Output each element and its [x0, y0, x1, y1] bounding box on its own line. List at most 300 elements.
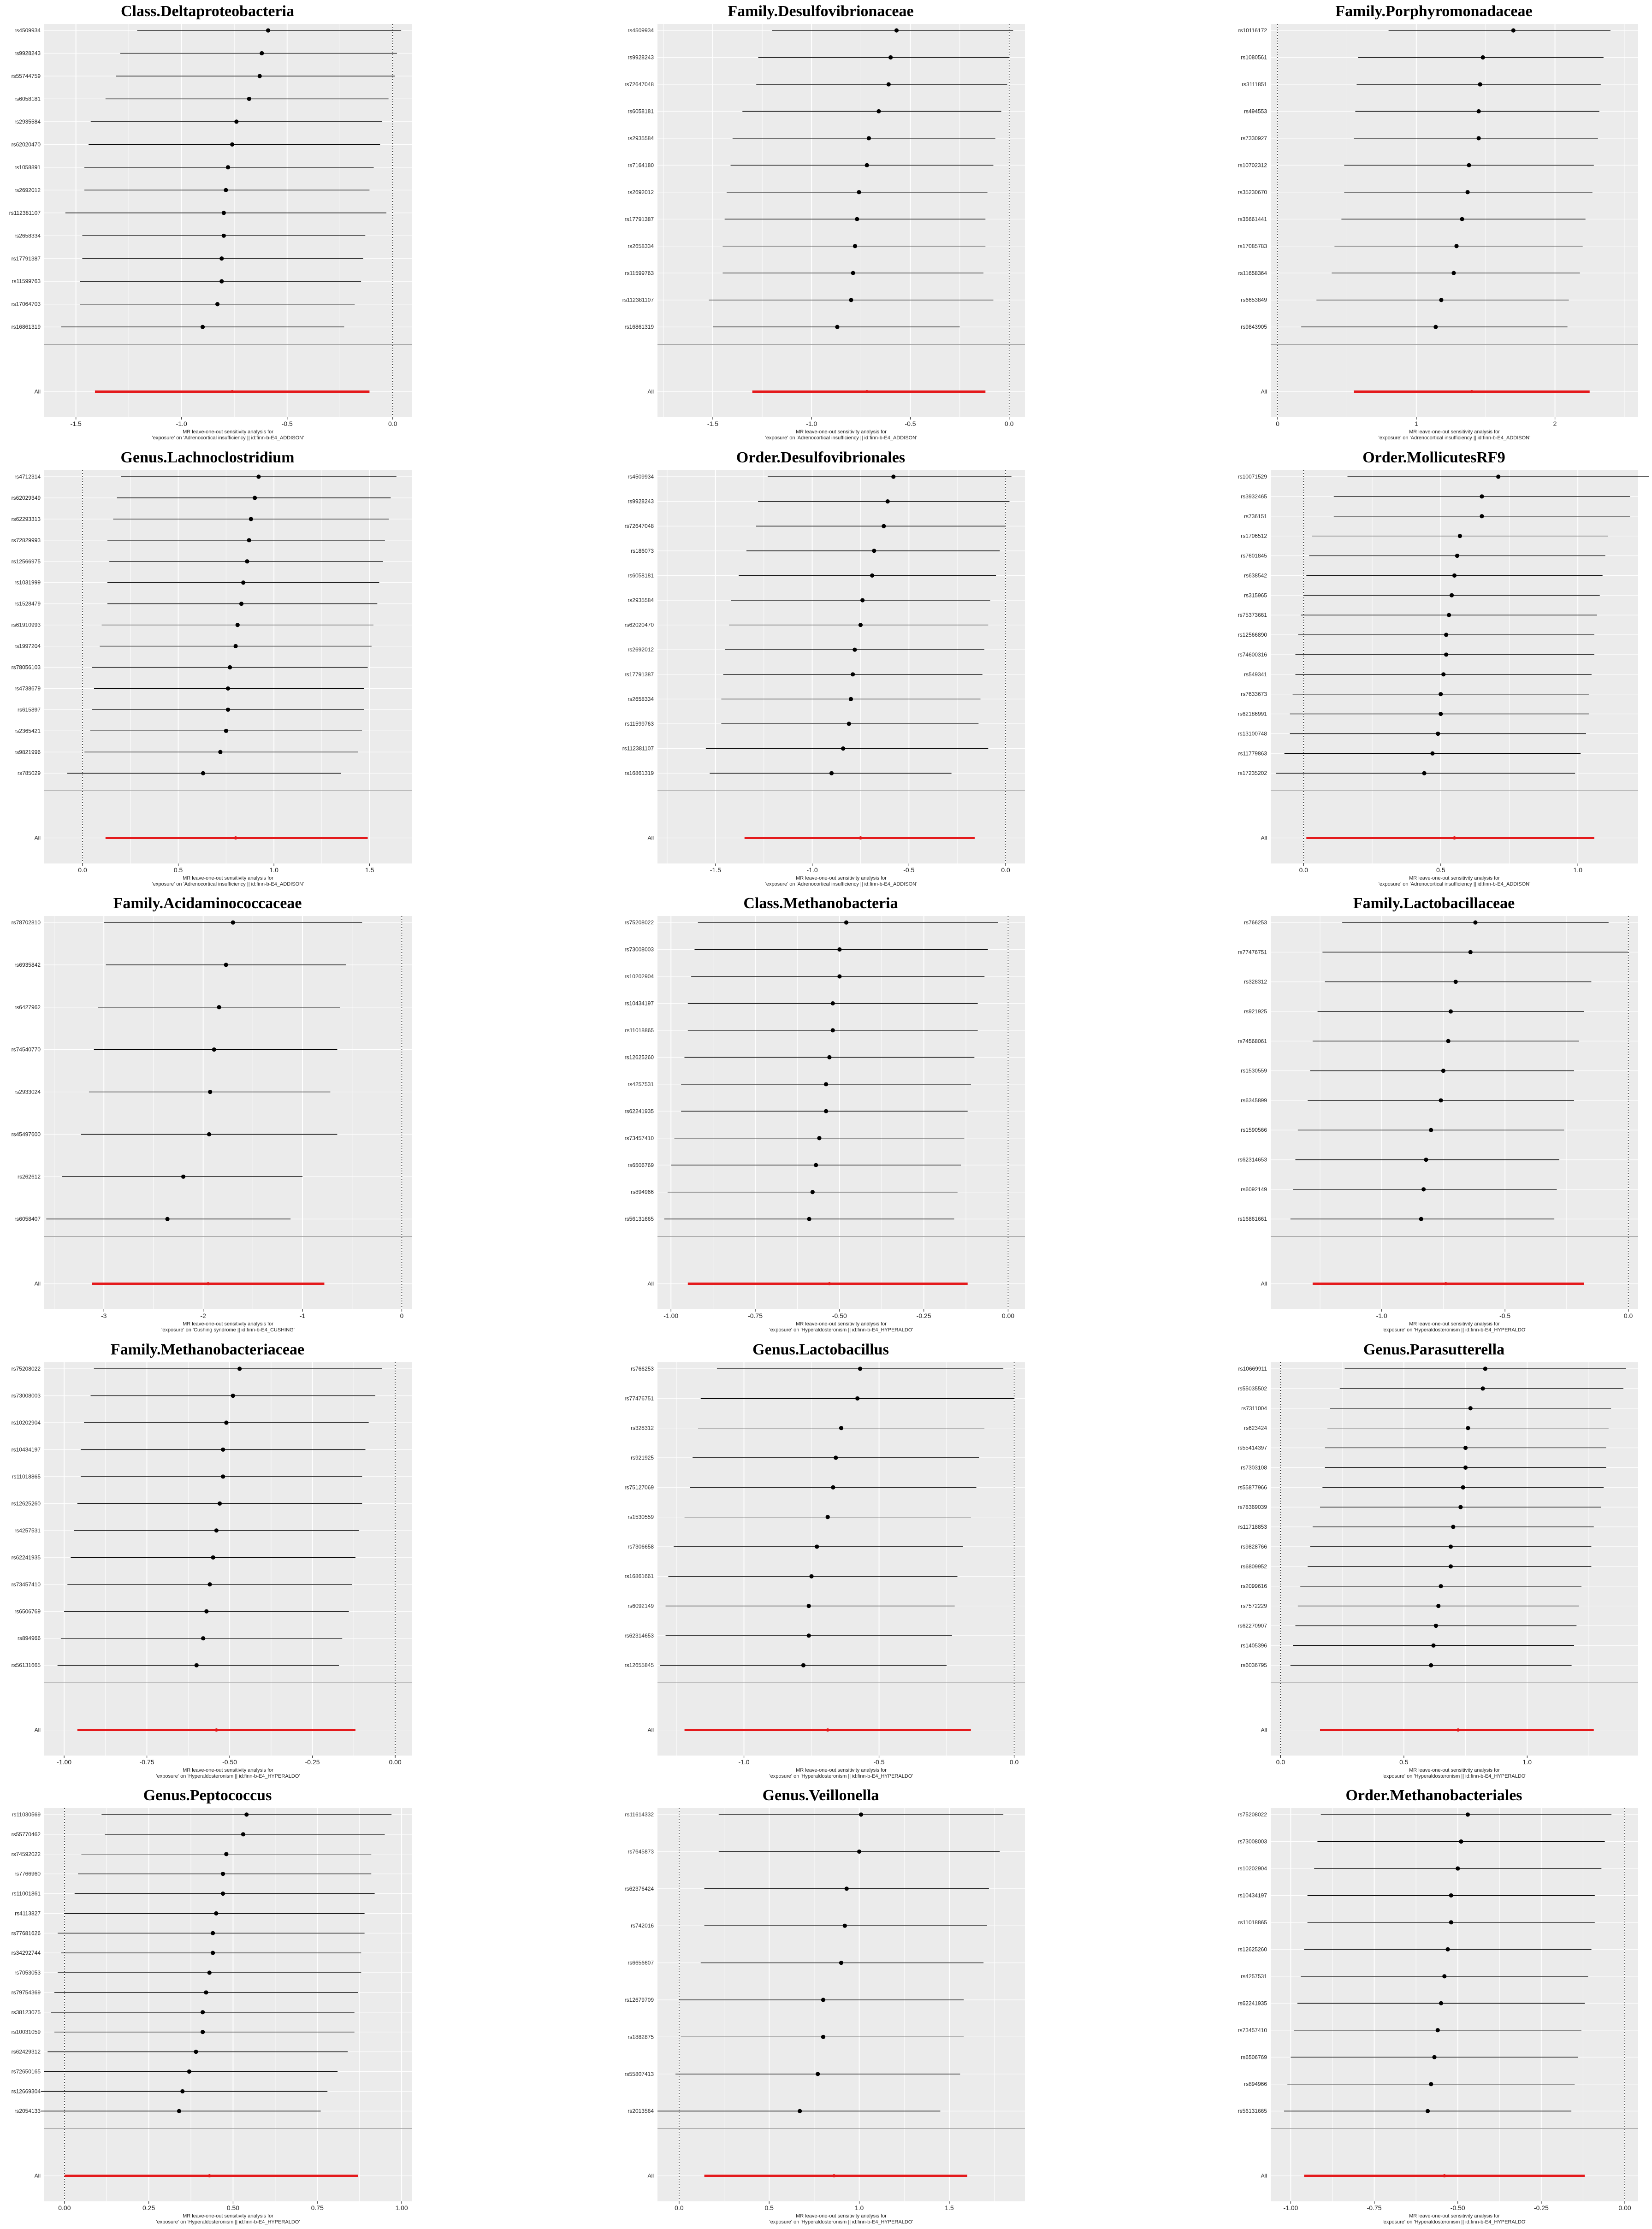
snp-label: rs7164180 — [628, 162, 654, 169]
forest-panel — [0, 0, 415, 445]
snp-estimate-point — [214, 1911, 218, 1916]
snp-estimate-point — [1436, 1604, 1440, 1608]
snp-estimate-point — [1444, 633, 1448, 637]
snp-label: rs56131665 — [11, 1662, 41, 1669]
snp-estimate-point — [1433, 325, 1438, 329]
x-tick-label: 0.50 — [226, 2204, 240, 2211]
snp-estimate-point — [857, 190, 861, 194]
snp-label: rs16861661 — [1238, 1216, 1267, 1223]
snp-label: rs16861319 — [11, 324, 41, 331]
snp-estimate-point — [807, 1217, 811, 1221]
snp-estimate-point — [180, 2089, 184, 2093]
snp-estimate-point — [224, 729, 228, 733]
panel-title: Family.Methanobacteriaceae — [110, 1341, 305, 1358]
snp-estimate-point — [166, 1217, 170, 1221]
snp-estimate-point — [181, 1175, 185, 1179]
snp-label: rs1058891 — [14, 164, 41, 171]
snp-estimate-point — [1461, 1485, 1465, 1490]
snp-estimate-point — [239, 602, 243, 606]
snp-label: rs17791387 — [624, 216, 654, 223]
snp-estimate-point — [1424, 1158, 1428, 1162]
snp-estimate-point — [858, 1366, 862, 1371]
x-tick-label: -2 — [200, 1312, 206, 1319]
snp-label: rs62020470 — [11, 141, 41, 148]
all-estimate-point — [207, 1282, 210, 1285]
all-label: All — [1261, 1726, 1267, 1733]
x-axis-title: MR leave-one-out sensitivity analysis for 'exposure' on 'Adrenocortical insufficiency || id:finn-b-E4_ADDISON' — [152, 875, 304, 887]
snp-label: rs11030569 — [12, 1811, 41, 1818]
snp-label: rs10669911 — [1238, 1366, 1267, 1372]
snp-label: rs1590566 — [1241, 1127, 1267, 1134]
snp-label: rs73457410 — [1238, 2027, 1267, 2034]
snp-estimate-point — [1431, 1644, 1435, 1648]
forest-plot-svg — [0, 1784, 415, 2229]
snp-estimate-point — [814, 1163, 818, 1167]
snp-estimate-point — [1419, 1217, 1423, 1221]
snp-label: rs6935842 — [14, 961, 41, 968]
snp-label: rs894966 — [17, 1635, 41, 1642]
snp-estimate-point — [226, 165, 230, 169]
snp-estimate-point — [859, 1812, 863, 1816]
snp-estimate-point — [1478, 82, 1482, 86]
snp-estimate-point — [872, 549, 876, 553]
snp-estimate-point — [1463, 1446, 1468, 1450]
snp-estimate-point — [1436, 732, 1440, 736]
snp-estimate-point — [1429, 1128, 1433, 1132]
snp-label: rs62293313 — [11, 515, 41, 522]
snp-estimate-point — [234, 644, 238, 648]
snp-estimate-point — [219, 279, 224, 284]
snp-label: rs34292744 — [11, 1950, 41, 1957]
snp-estimate-point — [194, 2050, 198, 2054]
snp-label: rs4113827 — [15, 1910, 41, 1917]
snp-label: rs494553 — [1243, 108, 1267, 115]
snp-estimate-point — [241, 1832, 245, 1836]
x-axis-title: MR leave-one-out sensitivity analysis for 'exposure' on 'Adrenocortical insufficiency || id:finn-b-E4_ADDISON' — [1378, 875, 1531, 887]
snp-estimate-point — [1460, 217, 1464, 221]
all-label: All — [1261, 1280, 1267, 1287]
snp-estimate-point — [1511, 28, 1516, 32]
forest-plot-svg — [0, 892, 415, 1337]
snp-label: rs75373661 — [1238, 612, 1267, 619]
snp-estimate-point — [1454, 244, 1458, 248]
snp-label: rs72647048 — [624, 523, 654, 530]
forest-panel — [1226, 0, 1641, 445]
snp-estimate-point — [204, 1990, 208, 1994]
x-tick-label: -0.5 — [873, 1758, 885, 1766]
x-tick-label: -0.75 — [139, 1758, 154, 1766]
snp-estimate-point — [815, 1544, 819, 1549]
forest-plot-svg — [613, 1784, 1028, 2229]
snp-estimate-point — [824, 1082, 828, 1086]
snp-estimate-point — [1483, 1366, 1487, 1371]
all-estimate-point — [859, 836, 862, 840]
x-axis-title: MR leave-one-out sensitivity analysis for 'exposure' on 'Hyperaldosteronism || id:finn-b-E4_HYPERALDO' — [769, 2213, 913, 2225]
snp-estimate-point — [1480, 1386, 1485, 1390]
snp-estimate-point — [1421, 1187, 1426, 1191]
forest-plot-svg — [613, 0, 1028, 445]
x-tick-label: -0.25 — [1534, 2204, 1549, 2211]
snp-estimate-point — [834, 1455, 838, 1460]
snp-label: rs12566975 — [11, 558, 41, 565]
snp-label: rs55744759 — [11, 72, 41, 79]
snp-estimate-point — [1439, 712, 1443, 716]
snp-label: rs112381107 — [622, 296, 654, 303]
snp-estimate-point — [256, 474, 261, 479]
snp-label: rs742016 — [630, 1922, 654, 1929]
x-axis-title: MR leave-one-out sensitivity analysis for 'exposure' on 'Adrenocortical insufficiency || id:finn-b-E4_ADDISON' — [1378, 429, 1531, 441]
snp-estimate-point — [211, 1555, 215, 1560]
panel-title: Order.Desulfovibrionales — [736, 449, 906, 466]
snp-label: rs1530559 — [1241, 1067, 1267, 1074]
x-tick-label: -1.0 — [806, 866, 818, 874]
snp-label: rs7601845 — [1241, 552, 1267, 559]
snp-estimate-point — [1426, 2109, 1430, 2113]
snp-estimate-point — [226, 708, 230, 712]
snp-label: rs55807413 — [624, 2070, 654, 2077]
snp-estimate-point — [841, 746, 845, 751]
snp-label: rs73457410 — [624, 1135, 654, 1141]
snp-estimate-point — [218, 1502, 222, 1506]
snp-estimate-point — [201, 325, 205, 329]
forest-plot-svg — [613, 1338, 1028, 1783]
snp-label: rs72650165 — [11, 2068, 41, 2075]
snp-estimate-point — [867, 136, 871, 140]
snp-label: rs11018865 — [1238, 1919, 1267, 1926]
all-estimate-point — [1444, 1282, 1447, 1285]
x-tick-label: 1 — [1414, 420, 1418, 427]
snp-label: rs38123075 — [11, 2009, 41, 2016]
snp-label: rs73008003 — [1238, 1838, 1267, 1845]
snp-label: rs4257531 — [628, 1081, 654, 1088]
x-axis-title: MR leave-one-out sensitivity analysis for 'exposure' on 'Hyperaldosteronism || id:finn-b-E4_HYPERALDO' — [769, 1321, 913, 1333]
snp-label: rs4257531 — [1241, 1973, 1267, 1980]
all-label: All — [647, 1280, 654, 1287]
snp-estimate-point — [1477, 109, 1481, 113]
snp-estimate-point — [891, 474, 895, 479]
snp-label: rs11599763 — [625, 720, 654, 727]
x-tick-label: -3 — [101, 1312, 107, 1319]
snp-label: rs2658334 — [14, 232, 41, 239]
snp-label: rs62241935 — [624, 1108, 654, 1115]
snp-label: rs62314653 — [624, 1632, 654, 1639]
x-tick-label: 1.5 — [365, 866, 374, 874]
snp-estimate-point — [1449, 1564, 1453, 1568]
forest-panel — [613, 892, 1028, 1337]
snp-label: rs6058181 — [628, 572, 654, 579]
x-tick-label: -1.00 — [663, 1312, 679, 1319]
snp-label: rs2365421 — [14, 727, 41, 734]
snp-label: rs1997204 — [14, 643, 41, 650]
snp-estimate-point — [230, 142, 234, 147]
snp-estimate-point — [266, 28, 270, 32]
all-estimate-point — [1453, 836, 1456, 840]
snp-estimate-point — [1446, 1039, 1451, 1043]
snp-label: rs2692012 — [628, 189, 654, 195]
forest-plot-svg — [1226, 892, 1641, 1337]
plot-background — [44, 916, 412, 1309]
snp-label: rs45497600 — [11, 1131, 41, 1138]
snp-label: rs10031059 — [11, 2028, 41, 2035]
snp-estimate-point — [851, 672, 855, 676]
snp-label: rs186073 — [630, 547, 654, 554]
snp-label: rs75208022 — [624, 919, 654, 926]
snp-label: rs9828766 — [1241, 1543, 1267, 1550]
snp-estimate-point — [821, 2035, 825, 2039]
snp-estimate-point — [894, 28, 899, 32]
snp-estimate-point — [1442, 1974, 1446, 1978]
snp-estimate-point — [222, 211, 226, 215]
snp-estimate-point — [236, 623, 240, 627]
snp-estimate-point — [831, 1001, 835, 1005]
x-tick-label: -0.50 — [222, 1758, 237, 1766]
snp-label: rs12625260 — [11, 1500, 41, 1507]
snp-estimate-point — [831, 1485, 835, 1490]
snp-label: rs10202904 — [624, 973, 654, 980]
snp-estimate-point — [807, 1604, 811, 1608]
snp-label: rs55770462 — [11, 1831, 41, 1838]
forest-panel — [0, 446, 415, 891]
panel-title: Genus.Veillonella — [762, 1787, 879, 1804]
snp-estimate-point — [1439, 1098, 1443, 1102]
panel-title: Family.Porphyromonadaceae — [1335, 3, 1533, 20]
snp-estimate-point — [1441, 1069, 1445, 1073]
snp-label: rs2692012 — [628, 646, 654, 653]
snp-label: rs78702810 — [11, 919, 41, 926]
snp-estimate-point — [1465, 190, 1469, 194]
snp-estimate-point — [1429, 2082, 1433, 2086]
all-estimate-point — [215, 1728, 218, 1732]
snp-label: rs6427962 — [14, 1004, 41, 1011]
snp-label: rs55035502 — [1238, 1385, 1267, 1392]
x-tick-label: -1.0 — [176, 420, 187, 427]
forest-panel — [1226, 1338, 1641, 1783]
snp-label: rs549341 — [1243, 671, 1267, 678]
snp-label: rs7633673 — [1241, 691, 1267, 698]
snp-estimate-point — [809, 1574, 813, 1579]
plot-background — [657, 1808, 1025, 2201]
snp-estimate-point — [821, 1998, 825, 2002]
snp-label: rs75208022 — [11, 1366, 41, 1372]
snp-estimate-point — [204, 1609, 208, 1614]
forest-panel — [0, 1784, 415, 2229]
snp-estimate-point — [876, 109, 881, 113]
forest-panel — [613, 446, 1028, 891]
plot-background — [1271, 24, 1638, 417]
snp-estimate-point — [816, 2072, 820, 2076]
snp-label: rs6058181 — [14, 95, 41, 102]
snp-estimate-point — [855, 1396, 859, 1401]
snp-label: rs12655845 — [624, 1662, 654, 1669]
snp-estimate-point — [1439, 2001, 1443, 2005]
snp-estimate-point — [1445, 1947, 1450, 1951]
snp-label: rs72647048 — [624, 81, 654, 88]
snp-label: rs10434197 — [1238, 1892, 1267, 1899]
snp-label: rs11718853 — [1238, 1524, 1267, 1531]
snp-estimate-point — [870, 574, 874, 578]
snp-estimate-point — [1467, 163, 1471, 167]
x-tick-label: 0.00 — [1001, 1312, 1015, 1319]
snp-label: rs56131665 — [624, 1216, 654, 1223]
snp-label: rs12625260 — [624, 1054, 654, 1061]
snp-label: rs766253 — [630, 1366, 654, 1372]
snp-label: rs17064703 — [11, 301, 41, 307]
x-tick-label: 0 — [400, 1312, 404, 1319]
snp-label: rs55877966 — [1238, 1484, 1267, 1491]
snp-label: rs16861661 — [624, 1573, 654, 1580]
panel-title: Class.Deltaproteobacteria — [120, 3, 295, 20]
snp-estimate-point — [1459, 1839, 1463, 1844]
snp-label: rs1405396 — [1241, 1642, 1267, 1649]
snp-estimate-point — [1477, 136, 1481, 140]
snp-label: rs6506769 — [628, 1162, 654, 1169]
snp-estimate-point — [1436, 2028, 1440, 2032]
x-tick-label: 0.0 — [1001, 866, 1010, 874]
all-label: All — [1261, 388, 1267, 395]
snp-estimate-point — [237, 1366, 242, 1371]
x-tick-label: 1.00 — [395, 2204, 408, 2211]
snp-label: rs2692012 — [14, 187, 41, 194]
snp-estimate-point — [1480, 514, 1484, 518]
forest-panel — [613, 1338, 1028, 1783]
snp-label: rs3111851 — [1242, 81, 1267, 88]
snp-label: rs10202904 — [1238, 1865, 1267, 1872]
snp-label: rs615897 — [17, 706, 41, 713]
snp-estimate-point — [258, 74, 262, 78]
x-tick-label: 1.0 — [1573, 866, 1582, 874]
forest-plot-svg — [1226, 1338, 1641, 1783]
x-tick-label: 0.5 — [1436, 866, 1445, 874]
snp-label: rs1080561 — [1241, 54, 1267, 61]
snp-label: rs2933024 — [14, 1088, 41, 1095]
snp-label: rs17085783 — [1238, 242, 1267, 249]
snp-estimate-point — [245, 559, 249, 563]
all-label: All — [647, 2172, 654, 2179]
snp-label: rs10202904 — [11, 1419, 41, 1426]
x-tick-label: 1.0 — [269, 866, 278, 874]
x-tick-label: -1.00 — [57, 1758, 72, 1766]
snp-estimate-point — [826, 1515, 830, 1519]
snp-label: rs6058407 — [14, 1216, 41, 1223]
snp-estimate-point — [1441, 672, 1445, 676]
all-estimate-point — [231, 390, 234, 393]
forest-plot-svg — [0, 1338, 415, 1783]
x-tick-label: 0.0 — [675, 2204, 684, 2211]
snp-label: rs2658334 — [628, 242, 654, 249]
snp-label: rs623424 — [1243, 1425, 1267, 1431]
snp-label: rs7311004 — [1241, 1405, 1267, 1412]
snp-estimate-point — [226, 686, 230, 691]
snp-estimate-point — [224, 1852, 228, 1856]
all-label: All — [34, 1726, 41, 1733]
x-tick-label: 1.0 — [1522, 1758, 1532, 1766]
forest-panel — [1226, 446, 1641, 891]
snp-label: rs766253 — [1243, 919, 1267, 926]
plot-background — [44, 1808, 412, 2201]
snp-label: rs736151 — [1243, 513, 1267, 520]
snp-estimate-point — [201, 2010, 205, 2014]
snp-estimate-point — [888, 55, 893, 59]
snp-label: rs13100748 — [1238, 730, 1267, 737]
x-tick-label: 0.0 — [388, 420, 397, 427]
snp-estimate-point — [221, 1448, 225, 1452]
snp-label: rs9843905 — [1241, 324, 1267, 331]
snp-estimate-point — [1432, 2055, 1436, 2059]
all-label: All — [647, 834, 654, 841]
snp-estimate-point — [1458, 534, 1462, 538]
forest-plot-svg — [0, 446, 415, 891]
snp-label: rs7330927 — [1241, 135, 1267, 142]
snp-label: rs9821996 — [14, 749, 41, 756]
snp-label: rs6092149 — [628, 1602, 654, 1609]
snp-estimate-point — [1468, 950, 1473, 954]
snp-label: rs7645873 — [628, 1848, 654, 1855]
forest-panel — [0, 892, 415, 1337]
snp-label: rs4738679 — [14, 685, 41, 692]
snp-label: rs10116172 — [1238, 27, 1267, 34]
snp-estimate-point — [801, 1663, 805, 1667]
snp-label: rs74540770 — [11, 1046, 41, 1053]
x-tick-label: 0.0 — [1004, 420, 1014, 427]
snp-estimate-point — [886, 499, 890, 503]
snp-label: rs75127069 — [624, 1484, 654, 1491]
snp-label: rs9928243 — [628, 54, 654, 61]
snp-label: rs78056103 — [11, 664, 41, 671]
snp-label: rs7572229 — [1241, 1602, 1267, 1609]
snp-label: rs35230670 — [1238, 189, 1267, 195]
snp-label: rs6656607 — [628, 1959, 654, 1966]
snp-estimate-point — [1480, 494, 1484, 498]
snp-label: rs6653849 — [1241, 296, 1267, 303]
x-tick-label: -1 — [299, 1312, 306, 1319]
x-tick-label: -0.5 — [1499, 1312, 1511, 1319]
snp-estimate-point — [222, 234, 226, 238]
snp-estimate-point — [837, 947, 841, 952]
snp-label: rs6809952 — [1241, 1563, 1267, 1570]
snp-label: rs112381107 — [622, 745, 654, 752]
snp-label: rs894966 — [1243, 2081, 1267, 2087]
snp-label: rs2935584 — [628, 597, 654, 603]
forest-panel — [1226, 1784, 1641, 2229]
snp-label: rs4509934 — [14, 27, 41, 34]
snp-label: rs6092149 — [1241, 1186, 1267, 1193]
snp-label: rs638542 — [1243, 572, 1267, 579]
snp-label: rs7766960 — [14, 1870, 41, 1877]
snp-label: rs11018865 — [12, 1473, 41, 1480]
snp-estimate-point — [195, 1663, 199, 1667]
panel-title: Family.Lactobacillaceae — [1353, 895, 1515, 912]
snp-label: rs4712314 — [14, 473, 41, 480]
snp-estimate-point — [247, 538, 251, 542]
x-axis-title: MR leave-one-out sensitivity analysis for 'exposure' on 'Hyperaldosteronism || id:finn-b-E4_HYPERALDO' — [769, 1768, 913, 1779]
x-tick-label: 1.0 — [854, 2204, 864, 2211]
x-axis-title: MR leave-one-out sensitivity analysis for 'exposure' on 'Adrenocortical insufficiency || id:finn-b-E4_ADDISON' — [152, 429, 304, 441]
snp-label: rs73457410 — [11, 1581, 41, 1588]
snp-estimate-point — [224, 1420, 228, 1425]
forest-panel — [1226, 892, 1641, 1337]
snp-estimate-point — [807, 1633, 811, 1638]
snp-estimate-point — [1439, 298, 1443, 302]
x-tick-label: -0.25 — [916, 1312, 931, 1319]
snp-label: rs61910993 — [11, 621, 41, 628]
x-tick-label: 1.5 — [945, 2204, 954, 2211]
all-estimate-point — [828, 1282, 831, 1285]
snp-estimate-point — [829, 771, 834, 775]
x-tick-label: 0 — [1276, 420, 1279, 427]
panel-title: Family.Acidaminococcaceae — [113, 895, 302, 912]
snp-label: rs12566890 — [1238, 632, 1267, 639]
snp-label: rs9928243 — [628, 498, 654, 505]
